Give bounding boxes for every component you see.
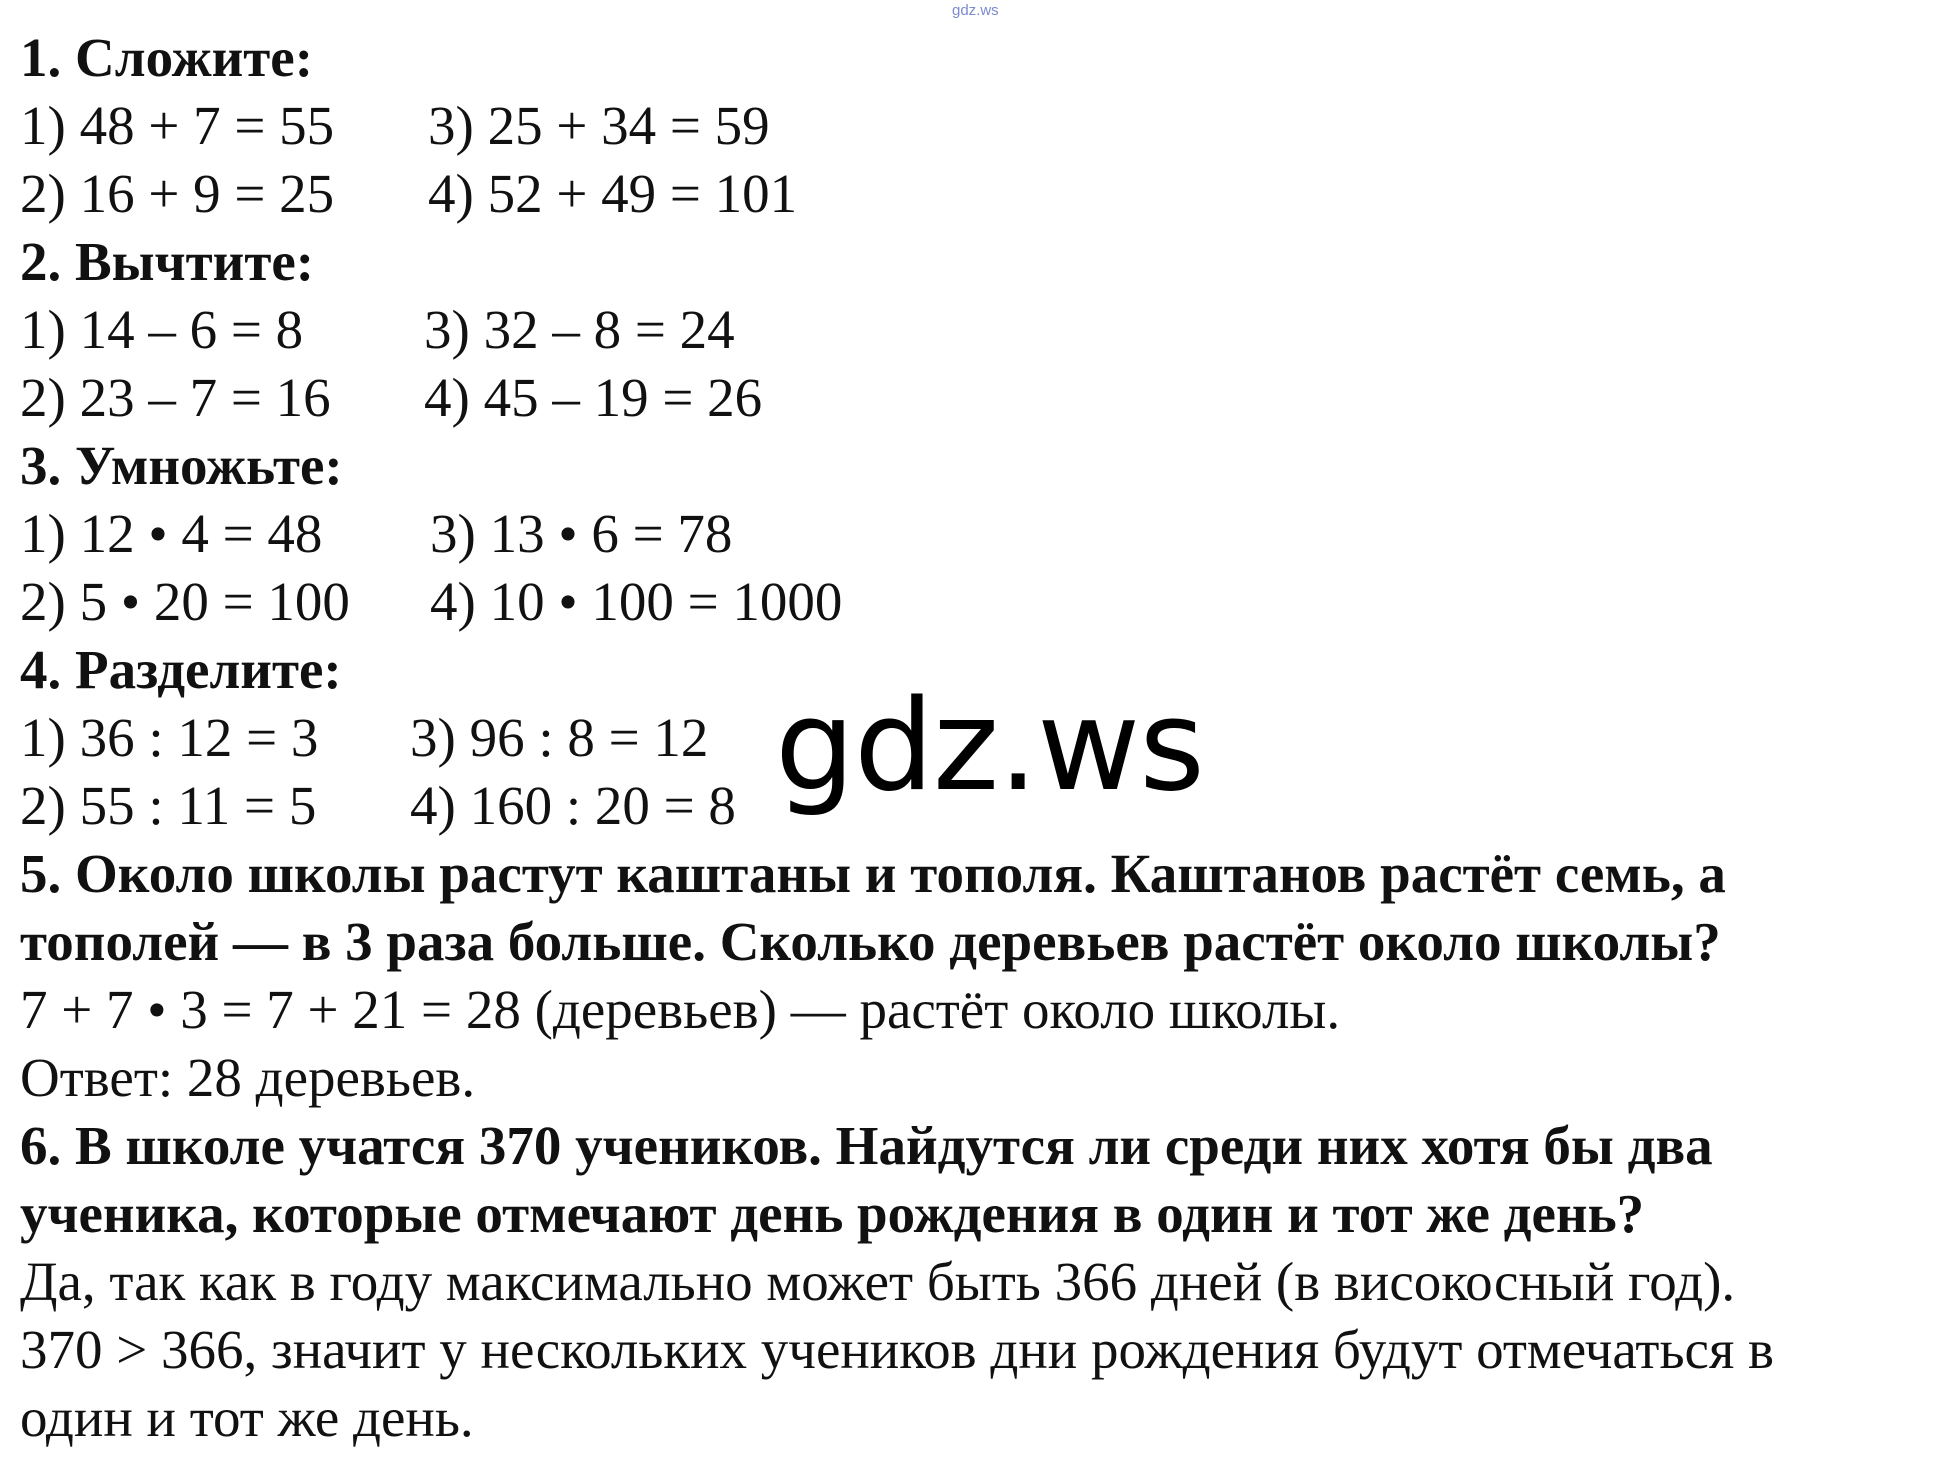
task-1-title: 1. Сложите: bbox=[20, 27, 314, 88]
task-3-item-2: 2) 5 • 20 = 100 bbox=[20, 571, 350, 632]
task-2-row-2 bbox=[20, 364, 1930, 432]
task-3-title: 3. Умножьте: bbox=[20, 435, 343, 496]
task-3-item-3: 3) 13 • 6 = 78 bbox=[430, 503, 733, 564]
task-2-title: 2. Вычтите: bbox=[20, 231, 315, 292]
task-2-item-3: 3) 32 – 8 = 24 bbox=[424, 299, 735, 360]
watermark-big: gdz.ws bbox=[775, 672, 1204, 819]
task-5-answer: Ответ: 28 деревьев. bbox=[20, 1047, 476, 1108]
task-5-title-line-1: 5. Около школы растут каштаны и тополя. Каштанов растёт семь, а bbox=[20, 843, 1726, 904]
task-4-item-1: 1) 36 : 12 = 3 bbox=[20, 707, 319, 768]
task-6-answer-line-3: один и тот же день. bbox=[20, 1387, 474, 1448]
task-1-item-3: 3) 25 + 34 = 59 bbox=[428, 95, 770, 156]
task-3-item-4: 4) 10 • 100 = 1000 bbox=[430, 571, 843, 632]
task-5-title-line-2: тополей — в 3 раза больше. Сколько деревьев растёт около школы? bbox=[20, 911, 1721, 972]
task-6-title-line-1: 6. В школе учатся 370 учеников. Найдутся ли среди них хотя бы два bbox=[20, 1115, 1713, 1176]
task-4-item-3: 3) 96 : 8 = 12 bbox=[410, 707, 709, 768]
watermark-small: gdz.ws bbox=[952, 2, 999, 19]
task-3-row-1 bbox=[20, 500, 1930, 568]
task-2-item-4: 4) 45 – 19 = 26 bbox=[424, 367, 763, 428]
task-1-row-1 bbox=[20, 92, 1930, 160]
task-3-row-2 bbox=[20, 568, 1930, 636]
task-2-item-2: 2) 23 – 7 = 16 bbox=[20, 367, 331, 428]
task-6-answer-line-2: 370 > 366, значит у нескольких учеников дни рождения будут отмечаться в bbox=[20, 1319, 1774, 1380]
task-1-row-2 bbox=[20, 160, 1930, 228]
task-1-item-1: 1) 48 + 7 = 55 bbox=[20, 95, 335, 156]
task-2-item-1: 1) 14 – 6 = 8 bbox=[20, 299, 304, 360]
task-4-item-4: 4) 160 : 20 = 8 bbox=[410, 775, 736, 836]
task-6-title-line-2: ученика, которые отмечают день рождения в один и тот же день? bbox=[20, 1183, 1645, 1244]
task-1-item-4: 4) 52 + 49 = 101 bbox=[428, 163, 798, 224]
task-3-item-1: 1) 12 • 4 = 48 bbox=[20, 503, 323, 564]
task-2-row-1 bbox=[20, 296, 1930, 364]
task-4-title: 4. Разделите: bbox=[20, 639, 342, 700]
task-1-item-2: 2) 16 + 9 = 25 bbox=[20, 163, 335, 224]
task-5-solution: 7 + 7 • 3 = 7 + 21 = 28 (деревьев) — растёт около школы. bbox=[20, 979, 1341, 1040]
task-6-answer-line-1: Да, так как в году максимально может быть 366 дней (в високосный год). bbox=[20, 1251, 1736, 1312]
task-4-item-2: 2) 55 : 11 = 5 bbox=[20, 775, 317, 836]
